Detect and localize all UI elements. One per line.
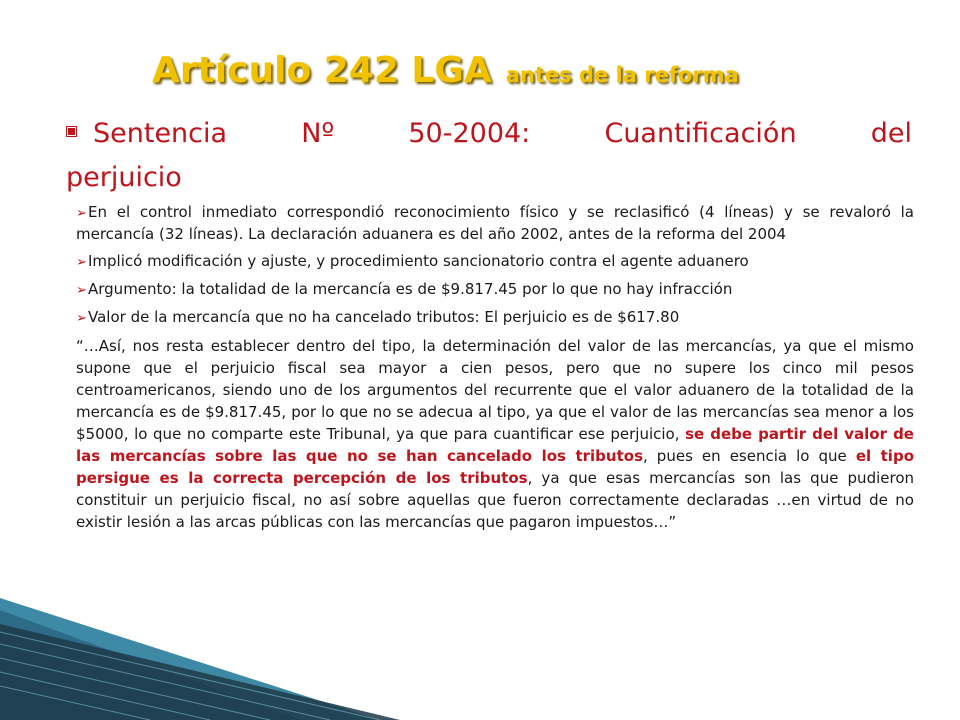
arrow-bullet-icon: ➢: [76, 255, 87, 270]
section-heading: [66, 112, 912, 200]
bullet-text: En el control inmediato correspondió reconocimiento físico y se reclasificó (4 líneas) y se revaloró la mercancía (32 líneas). La declaración aduanera es del año 2002, antes de la reforma del 2004: [76, 203, 914, 243]
bullet-item: [76, 307, 914, 329]
title-subtitle: antes de la reforma: [505, 63, 739, 87]
footer-decoration: [0, 580, 400, 720]
quote-part-2: , pues en esencia lo que: [643, 447, 856, 465]
bullet-text: Implicó modificación y ajuste, y procedimiento sancionatorio contra el agente aduanero: [88, 252, 749, 270]
quote-part-3: , ya que esas mercancías son las que pudieron constituir un perjuicio fiscal, no así sobre aquellas que fueron correctamente declaradas …en virtud de no existir lesión a las arcas públicas con las mercancías que pagaron impuestos…”: [76, 469, 915, 531]
bullet-item: [76, 251, 914, 273]
square-bullet-icon: [66, 126, 77, 137]
quote-highlight-1: se debe partir del valor de las mercancías sobre las que no se han cancelado los tributos: [76, 425, 914, 465]
arrow-bullet-icon: ➢: [76, 206, 87, 221]
slide-title: [152, 50, 739, 91]
quote-part-1: “…Así, nos resta establecer dentro del tipo, la determinación del valor de las mercancías, ya que el mismo supone que el perjuicio fiscal sea mayor a cien pesos, pero que no supere los cinco mil pesos centroamericanos, siendo uno de los argumentos del recurrente que el valor aduanero de la totalidad de la mercancía es de $9.817.45, por lo que no se adecua al tipo, ya que el valor de las mercancías sea menor a los $5000, lo que no comparte este Tribunal, ya que para cuantificar ese perjuicio,: [76, 337, 914, 443]
bullet-text: Valor de la mercancía que no ha cancelado tributos: El perjuicio es de $617.80: [88, 308, 680, 326]
heading-line-1: Sentencia Nº 50-2004: Cuantificación del: [93, 118, 912, 149]
bullet-item: [76, 202, 914, 245]
quote-highlight-2: el tipo persigue es la correcta percepción de los tributos: [76, 447, 914, 487]
court-quote: [76, 335, 914, 533]
bullet-text: Argumento: la totalidad de la mercancía es de $9.817.45 por lo que no hay infracción: [88, 280, 733, 298]
arrow-bullet-icon: ➢: [76, 311, 87, 326]
heading-line-2: perjuicio: [66, 162, 182, 193]
bullet-item: [76, 279, 914, 301]
slide-content: [76, 202, 914, 533]
arrow-bullet-icon: ➢: [76, 283, 87, 298]
title-main: Artículo 242 LGA: [152, 50, 492, 91]
